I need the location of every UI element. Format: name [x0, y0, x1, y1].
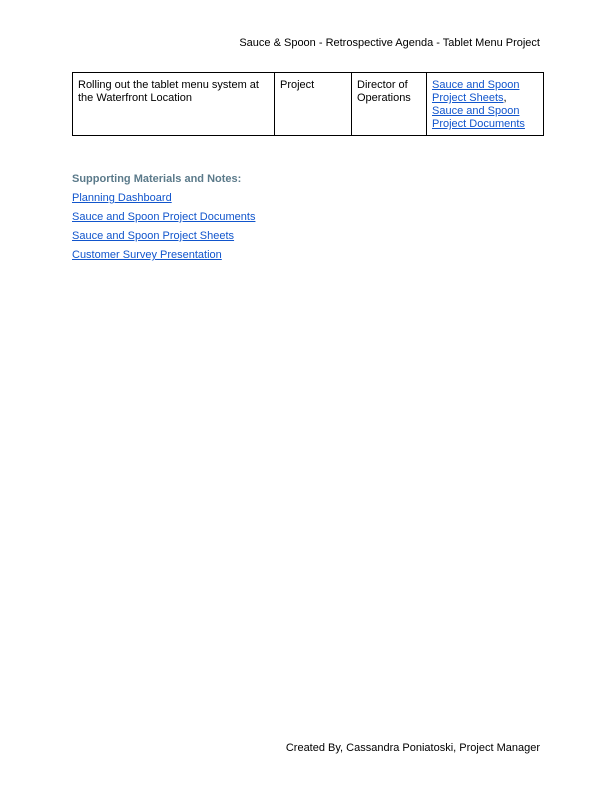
project-documents-link[interactable]: Sauce and Spoon Project Documents	[432, 105, 525, 130]
project-documents-link[interactable]: Sauce and Spoon Project Documents	[72, 211, 256, 223]
agenda-table	[72, 72, 544, 136]
notes-link-list	[72, 191, 255, 262]
type-cell: Project	[275, 73, 352, 136]
planning-dashboard-link[interactable]: Planning Dashboard	[72, 192, 172, 204]
list-item	[72, 229, 255, 243]
page-header: Sauce & Spoon - Retrospective Agenda - Tablet Menu Project	[239, 37, 540, 49]
notes-heading: Supporting Materials and Notes:	[72, 173, 242, 185]
project-sheets-link[interactable]: Sauce and Spoon Project Sheets	[432, 79, 520, 104]
table-row	[73, 73, 544, 136]
topic-cell: Rolling out the tablet menu system at the Waterfront Location	[73, 73, 275, 136]
page-footer: Created By, Cassandra Poniatoski, Project Manager	[285, 742, 540, 754]
list-item	[72, 210, 255, 224]
project-sheets-link[interactable]: Sauce and Spoon Project Sheets	[72, 230, 235, 242]
link-separator: ,	[503, 92, 507, 104]
links-cell	[427, 73, 544, 136]
owner-cell: Director of Operations	[352, 73, 427, 136]
list-item	[72, 248, 255, 262]
customer-survey-link[interactable]: Customer Survey Presentation	[72, 249, 222, 261]
list-item	[72, 191, 255, 205]
supporting-materials-section	[72, 172, 255, 267]
